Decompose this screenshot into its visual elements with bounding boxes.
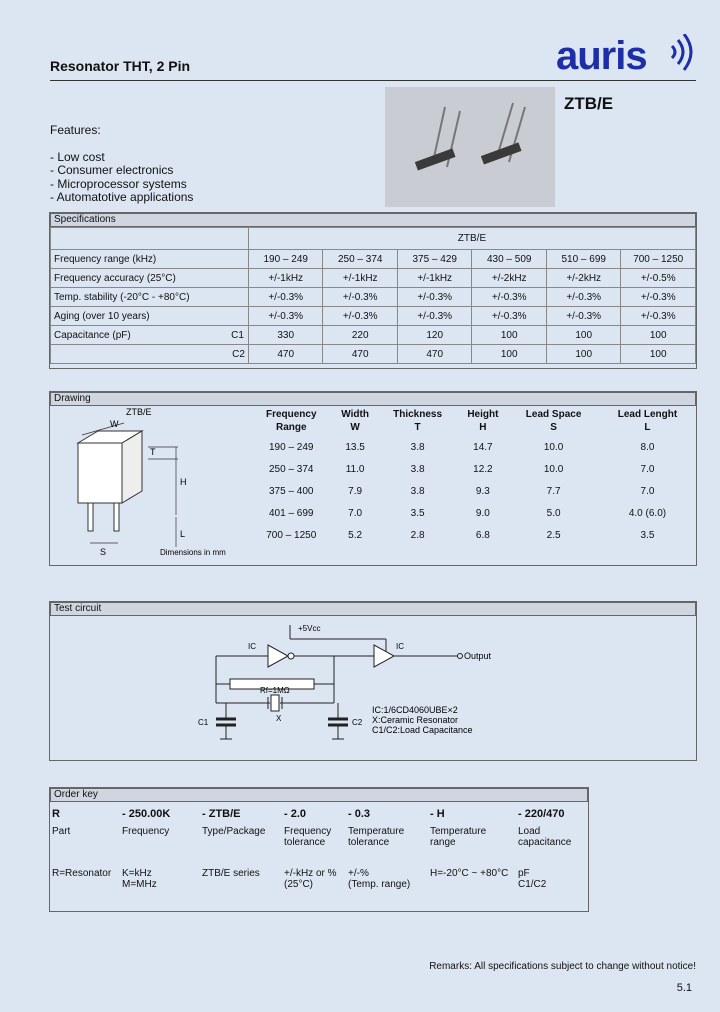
test-circuit-header: Test circuit bbox=[50, 602, 696, 616]
signal-waves-icon bbox=[554, 34, 694, 80]
table-row: Frequency accuracy (25°C) +/-1kHz +/-1kHz +/-1kHz +/-2kHz +/-2kHz +/-0.5% bbox=[51, 269, 696, 288]
column-header: Height H bbox=[467, 409, 499, 433]
order-key-section bbox=[49, 787, 589, 912]
order-key-table bbox=[52, 808, 586, 890]
feature-item: - Consumer electronics bbox=[50, 163, 174, 177]
output-label: Output bbox=[464, 651, 492, 661]
rf-label: Rf=1MΩ bbox=[260, 686, 290, 695]
page-number: 5.1 bbox=[676, 982, 692, 994]
table-row: 375 – 400 7.9 3.8 9.3 7.7 7.0 bbox=[269, 485, 655, 497]
part-label: ZTB/E bbox=[126, 407, 152, 417]
features-list bbox=[50, 124, 193, 205]
column-header: Lead Space S bbox=[525, 409, 582, 433]
c2-label: C2 bbox=[352, 718, 363, 727]
specifications-header: Specifications bbox=[50, 213, 696, 227]
thickness-dimension-label: T bbox=[150, 447, 156, 457]
brand-logo bbox=[554, 34, 694, 80]
table-row: 401 – 699 7.0 3.5 9.0 5.0 4.0 (6.0) bbox=[269, 507, 667, 519]
height-dimension-label: H bbox=[180, 477, 187, 487]
model-name: ZTB/E bbox=[564, 94, 614, 113]
features-heading: Features: bbox=[50, 123, 101, 137]
lead-space-dimension-label: S bbox=[100, 547, 107, 557]
c1-label: C1 bbox=[198, 718, 209, 727]
test-circuit-section bbox=[49, 601, 697, 761]
drawing-header: Drawing bbox=[50, 392, 696, 406]
series-header: ZTB/E bbox=[248, 228, 695, 250]
column-header: Width W bbox=[341, 409, 369, 433]
header-divider bbox=[50, 80, 696, 81]
feature-item: - Microprocessor systems bbox=[50, 176, 187, 191]
column-header: Frequency Range bbox=[265, 409, 317, 433]
remarks-note: Remarks: All specifications subject to change without notice! bbox=[429, 961, 696, 972]
lead-length-dimension-label: L bbox=[180, 529, 186, 539]
specifications-table bbox=[50, 227, 696, 364]
circuit-note: X:Ceramic Resonator bbox=[372, 715, 459, 725]
table-row: Aging (over 10 years) +/-0.3% +/-0.3% +/-0.3% +/-0.3% +/-0.3% +/-0.3% bbox=[51, 307, 696, 326]
dimensions-table bbox=[250, 406, 696, 546]
order-key-header: Order key bbox=[50, 788, 588, 802]
resonator-photo-icon bbox=[385, 87, 555, 207]
table-row: Temp. stability (-20°C - +80°C) +/-0.3% +/-0.3% +/-0.3% +/-0.3% +/-0.3% +/-0.3% bbox=[51, 288, 696, 307]
feature-item: - Low cost bbox=[50, 149, 105, 164]
circuit-note: IC:1/6CD4060UBE×2 bbox=[372, 705, 458, 715]
table-row: Frequency range (kHz) 190 – 249 250 – 374 375 – 429 430 – 509 510 – 699 700 – 1250 bbox=[51, 250, 696, 269]
order-code-row: R - 250.00K - ZTB/E - 2.0 - 0.3 - H - 220/470 bbox=[52, 808, 565, 820]
feature-item: - Automatotive applications bbox=[50, 190, 194, 204]
column-header: Thickness T bbox=[393, 409, 443, 433]
specifications-section bbox=[49, 212, 697, 369]
table-row: Capacitance (pF) C1 330 220 120 100 100 100 bbox=[51, 326, 696, 345]
table-row: 700 – 1250 5.2 2.8 6.8 2.5 3.5 bbox=[266, 529, 655, 541]
width-dimension-label: W bbox=[110, 419, 119, 429]
brand-name: auris bbox=[556, 34, 647, 78]
product-photo bbox=[385, 87, 555, 207]
ic2-label: IC bbox=[396, 642, 404, 651]
column-header: Lead Lenght L bbox=[617, 409, 678, 433]
circuit-note: C1/C2:Load Capacitance bbox=[372, 725, 473, 735]
table-row: C2 470 470 470 100 100 100 bbox=[51, 345, 696, 364]
units-note: Dimensions in mm bbox=[160, 548, 226, 557]
drawing-section bbox=[49, 391, 697, 566]
vcc-label: +5Vcc bbox=[298, 624, 321, 633]
resonator-dimension-drawing bbox=[50, 405, 250, 563]
table-row: 250 – 374 11.0 3.8 12.2 10.0 7.0 bbox=[269, 463, 655, 475]
test-circuit-schematic bbox=[50, 615, 696, 759]
order-explanations-row: R=Resonator K=kHz M=MHz ZTB/E series +/-kHz or % (25°C) +/-% (Temp. range) H=-20°C ~ +80°C pF C1/C2 bbox=[52, 868, 547, 890]
ic1-label: IC bbox=[248, 642, 256, 651]
order-field-names-row: Part Frequency Type/Package Frequency tolerance Temperature tolerance Temperature range Load capacitance bbox=[52, 826, 572, 848]
resonator-label: X bbox=[276, 714, 282, 723]
table-row: 190 – 249 13.5 3.8 14.7 10.0 8.0 bbox=[269, 441, 655, 453]
page-title: Resonator THT, 2 Pin bbox=[50, 58, 191, 74]
